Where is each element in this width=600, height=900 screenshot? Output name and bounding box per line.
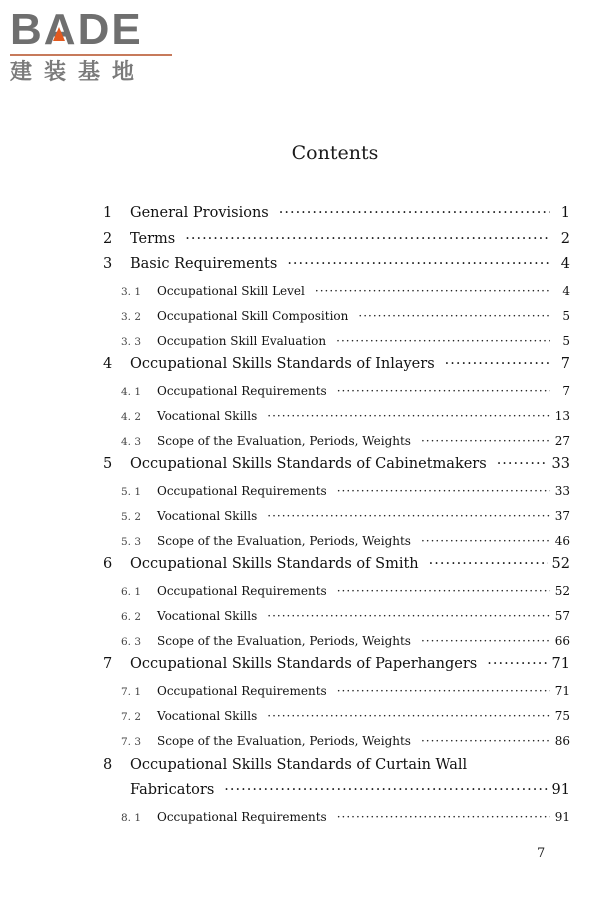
toc-entry-page: 13 — [554, 409, 570, 423]
toc-entry-number: 4. 2 — [121, 411, 142, 423]
dot-leader — [287, 256, 550, 272]
dot-leader — [185, 231, 550, 247]
dot-leader — [497, 456, 548, 472]
toc-entry-label: Occupational Requirements — [157, 810, 327, 824]
logo-letter-a-text: A — [43, 5, 78, 54]
toc-entry-label: Occupation Skill Evaluation — [157, 334, 327, 348]
toc-entry-label: Vocational Skills — [157, 609, 258, 623]
toc-entry-8-continuation[interactable] — [130, 782, 570, 798]
toc-entry-number: 4. 1 — [121, 386, 142, 398]
toc-entry-label: Vocational Skills — [157, 409, 258, 423]
toc-entry-label: Occupational Requirements — [157, 584, 327, 598]
dot-leader — [337, 684, 550, 698]
toc-entry-page: 27 — [554, 434, 570, 448]
toc-entry-number: 3 — [103, 256, 113, 272]
toc-entry-number: 3. 3 — [121, 336, 142, 348]
toc-entry-number: 8. 1 — [121, 812, 142, 824]
toc-entry-number: 2 — [103, 231, 113, 247]
toc-entry-number: 6. 2 — [121, 611, 142, 623]
toc-entry-7-3[interactable] — [121, 734, 570, 748]
dot-leader — [337, 484, 550, 498]
toc-entry-page: 5 — [562, 334, 570, 348]
toc-entry-number: 7. 1 — [121, 686, 142, 698]
dot-leader — [337, 384, 550, 398]
dot-leader — [421, 734, 550, 748]
dot-leader — [336, 334, 550, 348]
toc-entry-number: 6. 3 — [121, 636, 142, 648]
toc-entry-number: 3. 2 — [121, 311, 142, 323]
toc-entry-4-3[interactable] — [121, 434, 570, 448]
toc-entry-number: 8 — [103, 757, 113, 773]
toc-entry-label: Occupational Skills Standards of Inlayers — [130, 356, 435, 372]
toc-entry-page: 71 — [554, 684, 570, 698]
toc-entry-page: 4 — [560, 256, 570, 272]
toc-entry-1[interactable] — [103, 205, 570, 221]
page-number: 7 — [537, 846, 546, 861]
toc-entry-label: Occupational Skills Standards of Cabinetmakers — [130, 456, 487, 472]
toc-entry-5-1[interactable] — [121, 484, 570, 498]
toc-entry-5[interactable] — [103, 456, 570, 472]
dot-leader — [445, 356, 550, 372]
toc-entry-label: Basic Requirements — [130, 256, 278, 272]
toc-entry-4-2[interactable] — [121, 409, 570, 423]
toc-entry-number: 6 — [103, 556, 113, 572]
toc-entry-number: 3. 1 — [121, 286, 142, 298]
toc-entry-page: 91 — [551, 782, 570, 798]
toc-entry-page: 57 — [554, 609, 570, 623]
toc-entry-page: 33 — [554, 484, 570, 498]
toc-entry-6[interactable] — [103, 556, 570, 572]
toc-entry-label: Occupational Skills Standards of Curtain Wall — [130, 757, 468, 773]
toc-entry-label: Occupational Skills Standards of Paperhangers — [130, 656, 478, 672]
toc-entry-number: 1 — [103, 205, 113, 221]
toc-entry-page: 33 — [551, 456, 570, 472]
dot-leader — [429, 556, 548, 572]
dot-leader — [358, 309, 550, 323]
toc-entry-7-2[interactable] — [121, 709, 570, 723]
toc-entry-number: 5. 3 — [121, 536, 142, 548]
toc-entry-page: 75 — [554, 709, 570, 723]
toc-entry-label: Occupational Requirements — [157, 684, 327, 698]
dot-leader — [421, 434, 550, 448]
dot-leader — [279, 205, 550, 221]
toc-entry-4[interactable] — [103, 356, 570, 372]
toc-entry-3-2[interactable] — [121, 309, 570, 323]
dot-leader — [337, 584, 550, 598]
dot-leader — [224, 782, 547, 798]
toc-entry-label: Occupational Skill Level — [157, 284, 305, 298]
toc-entry-number: 7 — [103, 656, 113, 672]
toc-entry-5-3[interactable] — [121, 534, 570, 548]
dot-leader — [421, 534, 550, 548]
toc-entry-page: 1 — [560, 205, 570, 221]
toc-entry-page: 5 — [562, 309, 570, 323]
dot-leader — [421, 634, 550, 648]
logo-letters-de: DE — [77, 5, 143, 54]
toc-entry-number: 5 — [103, 456, 113, 472]
toc-entry-5-2[interactable] — [121, 509, 570, 523]
toc-entry-number: 7. 3 — [121, 736, 142, 748]
toc-entry-page: 52 — [551, 556, 570, 572]
toc-entry-label: Vocational Skills — [157, 509, 258, 523]
toc-entry-page: 52 — [554, 584, 570, 598]
toc-entry-4-1[interactable] — [121, 384, 570, 398]
toc-entry-page: 37 — [554, 509, 570, 523]
toc-entry-8[interactable] — [103, 757, 570, 773]
toc-entry-page: 71 — [551, 656, 570, 672]
toc-entry-3-1[interactable] — [121, 284, 570, 298]
logo-chinese-text: 建装基地 — [10, 60, 147, 85]
toc-entry-6-3[interactable] — [121, 634, 570, 648]
toc-entry-number: 4. 3 — [121, 436, 142, 448]
toc-entry-page: 46 — [554, 534, 570, 548]
dot-leader — [267, 509, 550, 523]
dot-leader — [267, 609, 550, 623]
toc-entry-page: 66 — [554, 634, 570, 648]
toc-entry-label-continuation: Fabricators — [130, 782, 215, 798]
toc-entry-page: 2 — [560, 231, 570, 247]
toc-entry-3[interactable] — [103, 256, 570, 272]
toc-entry-label: Occupational Skill Composition — [157, 309, 349, 323]
toc-entry-label: Scope of the Evaluation, Periods, Weights — [157, 734, 411, 748]
toc-entry-page: 4 — [562, 284, 570, 298]
dot-leader — [487, 656, 547, 672]
dot-leader — [337, 810, 550, 824]
toc-entry-number: 5. 1 — [121, 486, 142, 498]
toc-entry-label: Terms — [130, 231, 176, 247]
toc-entry-6-2[interactable] — [121, 609, 570, 623]
toc-entry-6-1[interactable] — [121, 584, 570, 598]
dot-leader — [315, 284, 550, 298]
page-title: Contents — [291, 142, 379, 164]
logo-letter-b: B — [10, 5, 44, 54]
toc-entry-number: 6. 1 — [121, 586, 142, 598]
toc-entry-label: Occupational Requirements — [157, 384, 327, 398]
toc-entry-label: Vocational Skills — [157, 709, 258, 723]
toc-entry-page: 91 — [554, 810, 570, 824]
toc-entry-number: 4 — [103, 356, 113, 372]
toc-entry-number: 7. 2 — [121, 711, 142, 723]
toc-entry-page: 7 — [560, 356, 570, 372]
toc-entry-8-1[interactable] — [121, 810, 570, 824]
toc-entry-label: Scope of the Evaluation, Periods, Weights — [157, 534, 411, 548]
dot-leader — [267, 409, 550, 423]
toc-entry-2[interactable] — [103, 231, 570, 247]
toc-entry-page: 86 — [554, 734, 570, 748]
toc-entry-number: 5. 2 — [121, 511, 142, 523]
toc-entry-label: General Provisions — [130, 205, 269, 221]
toc-entry-7[interactable] — [103, 656, 570, 672]
toc-entry-label: Occupational Requirements — [157, 484, 327, 498]
toc-entry-7-1[interactable] — [121, 684, 570, 698]
toc-entry-3-3[interactable] — [121, 334, 570, 348]
dot-leader — [267, 709, 550, 723]
toc-entry-label: Scope of the Evaluation, Periods, Weights — [157, 634, 411, 648]
toc-entry-label: Scope of the Evaluation, Periods, Weights — [157, 434, 411, 448]
toc-entry-label: Occupational Skills Standards of Smith — [130, 556, 419, 572]
toc-entry-page: 7 — [562, 384, 570, 398]
